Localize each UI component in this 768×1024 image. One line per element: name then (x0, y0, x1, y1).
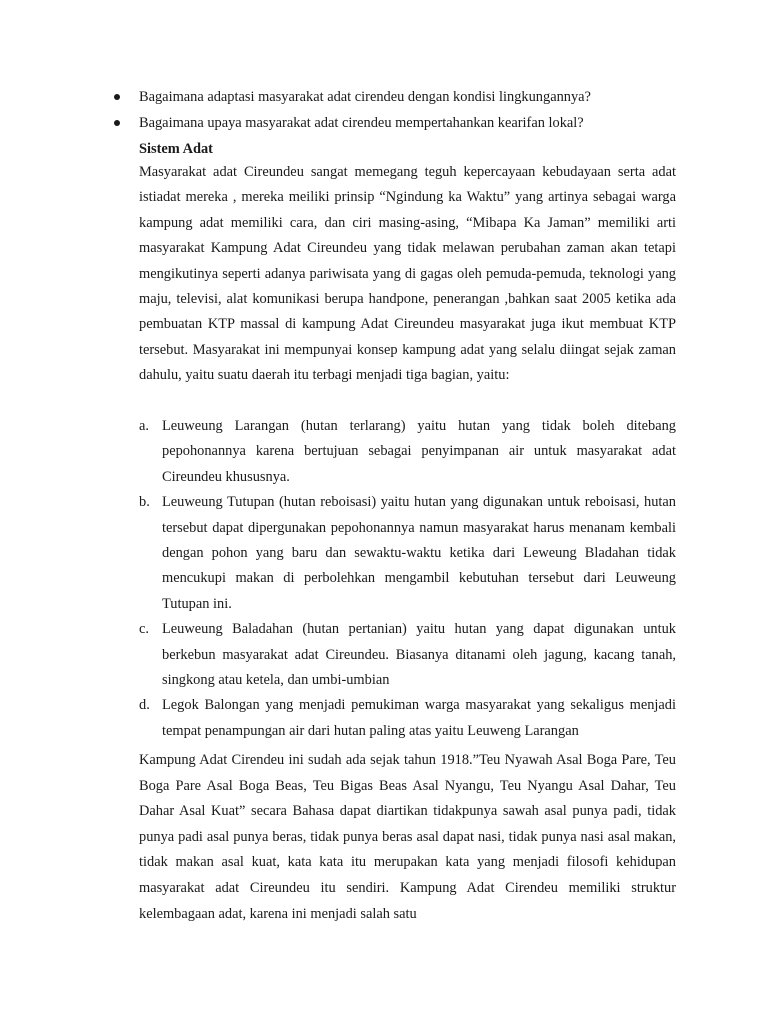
body-paragraph: Masyarakat adat Cireundeu sangat memegang teguh kepercayaan kebudayaan serta adat istiadat mereka , mereka meiliki prinsip “Ngindung ka Waktu” yang artinya sebagai warga kampung adat memiliki cara, dan ciri masing-asing, “Mibapa Ka Jaman” memiliki arti masyarakat Kampung Adat Cireundeu yang tidak melawan perubahan zaman akan tetapi mengikutinya seperti adanya pariwisata yang di gagas oleh pemuda-pemuda, teknologi yang maju, televisi, alat komunikasi berupa handpone, penerangan ,bahkan saat 2005 ketika ada pembuatan KTP massal di kampung Adat Cireundeu masyarakat juga ikut membuat KTP tersebut. Masyarakat ini mempunyai konsep kampung adat yang selalu diingat sejak zaman dahulu, yaitu suatu daerah itu terbagi menjadi tiga bagian, yaitu: (139, 164, 676, 384)
section-heading: Sistem Adat (139, 141, 213, 157)
region-list (0, 414, 768, 744)
region-list-item (0, 414, 676, 490)
question-item (0, 84, 768, 110)
region-list-item (0, 693, 676, 744)
question-list (0, 84, 768, 136)
question-text: Bagaimana upaya masyarakat adat cirendeu mempertahankan kearifan lokal? (139, 115, 584, 131)
list-marker: c. (139, 621, 149, 638)
body-paragraph: Kampung Adat Cirendeu ini sudah ada sejak tahun 1918.”Teu Nyawah Asal Boga Pare, Teu Boga Pare Asal Boga Beas, Teu Bigas Beas Asal Nyangu, Teu Nyangu Asal Dahar, Teu Dahar Asal Kuat” secara Bahasa dapat diartikan tidakpunya sawah asal punya padi, tidak punya padi asal punya beras, tidak punya beras asal dapat nasi, tidak punya nasi asal makan, tidak makan asal kuat, kata kata itu merupakan kata yang menjadi filosofi kehidupan masyarakat adat Cireundeu itu sendiri. Kampung Adat Cirendeu memiliki struktur kelembagaan adat, karena ini menjadi salah satu (139, 752, 676, 922)
list-item-text: Leuweung Tutupan (hutan reboisasi) yaitu hutan yang digunakan untuk reboisasi, hutan tersebut dapat dipergunakan pepohonannya namun masyarakat harus menanam kembali dengan pohon yang baru dan sewaktu-waktu ketika dari Leweung Bladahan tidak mencukupi makan di perbolehkan mengambil kebutuhan tersebut dari Leuweung Tutupan ini. (162, 494, 676, 612)
list-item-text: Leuweung Baladahan (hutan pertanian) yaitu hutan yang dapat digunakan untuk berkebun masyarakat adat Cireundeu. Biasanya ditanami oleh jagung, kacang tanah, singkong atau ketela, dan umbi-umbian (162, 621, 676, 689)
list-item-text: Leuweung Larangan (hutan terlarang) yaitu hutan yang tidak boleh ditebang pepohonannya karena bertujuan sebagai penyimpanan air untuk masyarakat adat Cireundeu khususnya. (162, 418, 676, 485)
question-item (0, 110, 768, 136)
region-list-item (0, 617, 676, 693)
list-marker: b. (139, 494, 150, 511)
region-list-item (0, 490, 676, 617)
list-marker: a. (139, 418, 149, 434)
list-marker: d. (139, 697, 150, 714)
list-item-text: Legok Balongan yang menjadi pemukiman warga masyarakat yang sekaligus menjadi tempat penampungan air dari hutan paling atas yaitu Leuweng Larangan (162, 697, 676, 739)
bullet-dot-icon (114, 120, 120, 126)
question-text: Bagaimana adaptasi masyarakat adat cirendeu dengan kondisi lingkungannya? (139, 89, 591, 105)
bullet-dot-icon (114, 94, 120, 100)
